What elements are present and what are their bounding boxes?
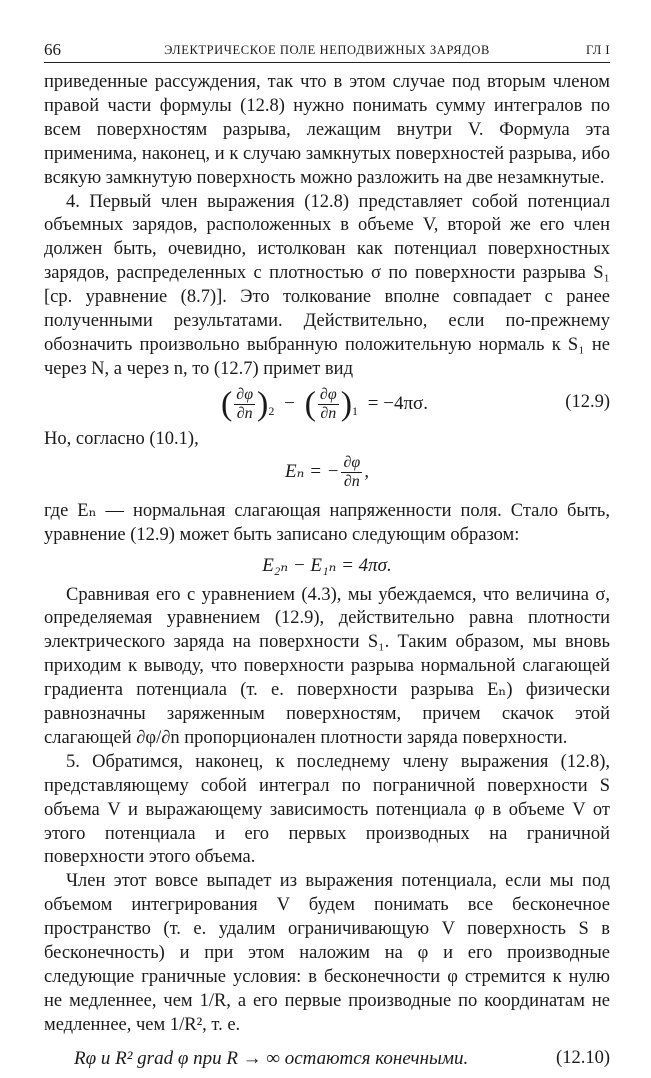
paragraph-3: Но, согласно (10.1), [44, 428, 199, 449]
eq-12-9-num1: ∂φ [236, 385, 254, 403]
paragraph-2: 4. Первый член выражения (12.8) представляет собой потенциал объемных зарядов, расположенных в объеме V, второй же его член должен быть, очевидно, истолкован как потенциал поверхностных зарядов, распределенных с плотностью σ по поверхности разрыва S₁ [ср. уравнение (8.7)]. Это толкование вполне совпадает с ранее полученными результатами. Действительно, если по-прежнему обозначить произвольно выбранную положительную нормаль к S₁ не через N, а через n, то (12.7) примет вид [44, 191, 610, 379]
chapter-label: ГЛ I [585, 43, 610, 57]
equation-12-10-formula: Rφ и R² grad φ при R → ∞ остаются конечными. [74, 1047, 469, 1069]
equation-number-12-10: (12.10) [556, 1047, 610, 1068]
eq-En-tail: , [364, 460, 369, 482]
eq-En-den: ∂n [341, 472, 362, 491]
paragraph-6: 5. Обратимся, наконец, к последнему члену выражения (12.8), представляющему собой интеграл по пограничной поверхности S объема V и выражающему зависимость потенциала φ в объеме V от этого потенциала и его первых производных на граничной поверхности этого объема. [44, 751, 610, 868]
eq-12-9-sub1: 1 [352, 403, 359, 418]
eq-12-9-rhs: = −4πσ. [367, 392, 429, 414]
body-text [44, 71, 610, 1078]
equation-En [44, 452, 610, 500]
eq-En-num: ∂φ [343, 453, 361, 471]
equation-number-12-9: (12.9) [565, 391, 610, 412]
running-header [44, 40, 610, 63]
paragraph-4: где Eₙ — нормальная слагающая напряженности поля. Стало быть, уравнение (12.9) может быть записано следующим образом: [44, 500, 610, 545]
eq-En-lhs: Eₙ = − [285, 460, 340, 482]
paragraph-5: Сравнивая его с уравнением (4.3), мы убеждаемся, что величина σ, определяемая уравнением (12.9), действительно равна плотности электрического заряда на поверхности S₁. Таким образом, мы вновь приходим к выводу, что поверхности разрыва нормальной слагающей градиента потенциала (т. е. поверхности разрыва Eₙ) физически равнозначны заряженным поверхностям, причем скачок этой слагающей ∂φ/∂n пропорционален плотности заряда поверхности. [44, 584, 610, 748]
paragraph-1: приведенные рассуждения, так что в этом случае под вторым членом правой части формулы (12.8) нужно понимать сумму интегралов по всем поверхностям разрыва, лежащим внутри V. Формула эта применима, наконец, и к случаю замкнутых поверхностей разрыва, ибо всякую замкнутую поверхность можно разложить на две незамкнутые. [44, 72, 610, 188]
equation-12-9 [44, 382, 610, 428]
equation-E2n-formula: E₂ₙ − E₁ₙ = 4πσ. [262, 554, 392, 576]
eq-12-9-sub2: 2 [268, 403, 275, 418]
paragraph-7: Член этот вовсе выпадет из выражения потенциала, если мы под объемом интегрирования V будем понимать все бесконечное пространство (т. е. удалим ограничивающую V поверхность S в бесконечность) и при этом наложим на φ и его производные следующие граничные условия: в бесконечности φ стремится к нулю не медленнее, чем 1/R, а его первые производные по координатам не медленнее, чем 1/R², т. е. [44, 871, 610, 1035]
equation-E2n [44, 548, 610, 584]
equation-12-10 [44, 1038, 610, 1078]
running-title: ЭЛЕКТРИЧЕСКОЕ ПОЛЕ НЕПОДВИЖНЫХ ЗАРЯДОВ [164, 43, 490, 57]
page-number: 66 [44, 40, 61, 59]
equation-12-9-formula: ( $\frac{\partial\varphi}{\partial n}$ )$_2$ − ( $\frac{\partial\varphi}{\partial n}$ )$_1 = -4\pi\sigma$. [220, 385, 429, 423]
